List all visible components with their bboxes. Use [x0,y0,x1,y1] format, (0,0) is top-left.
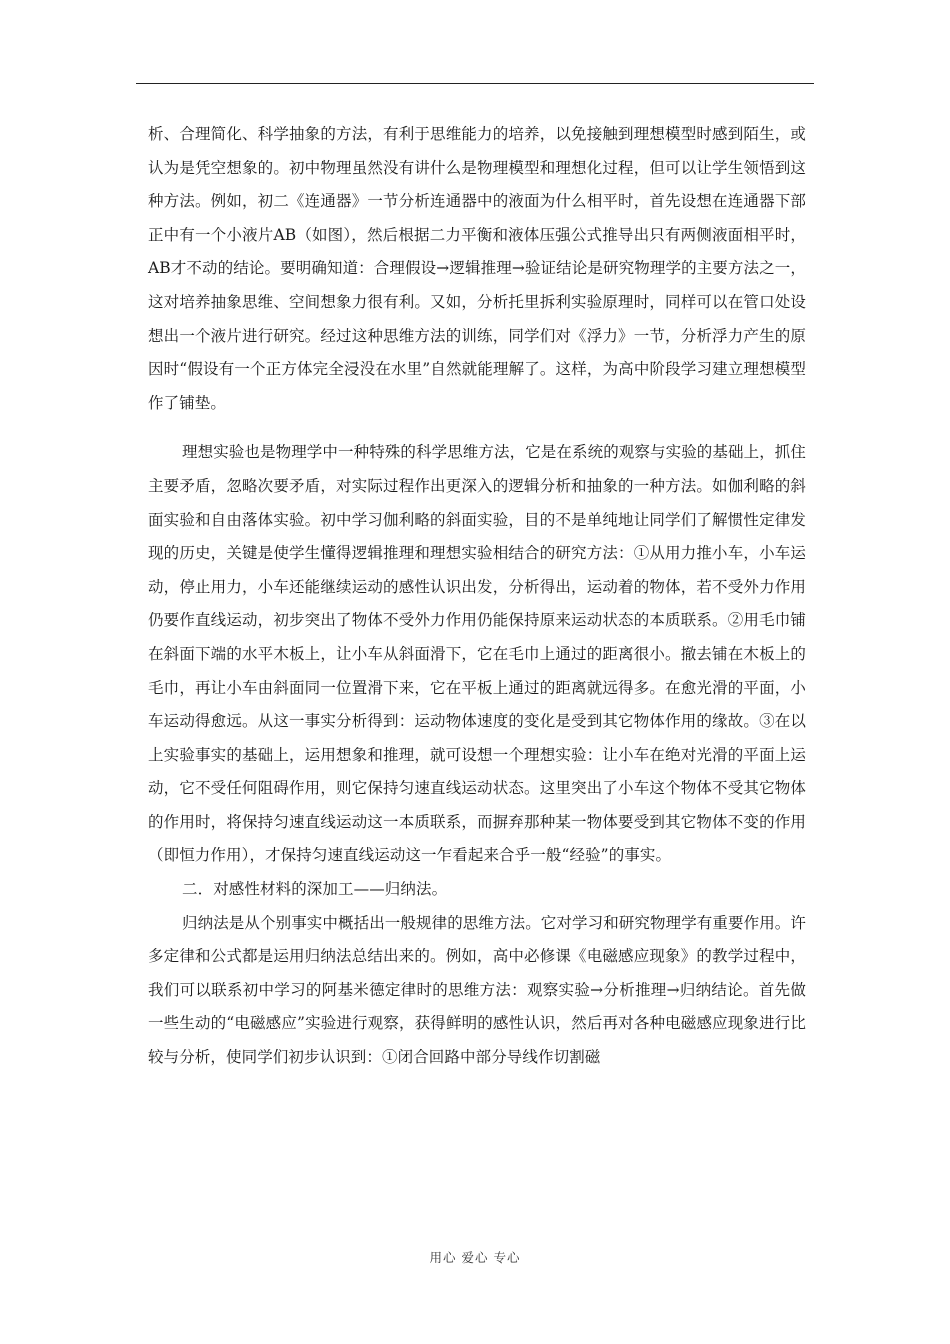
paragraph-induction: 归纳法是从个别事实中概括出一般规律的思维方法。它对学习和研究物理学有重要作用。许多定律和公式都是运用归纳法总结出来的。例如，高中必修课《电磁感应现象》的教学过程中，我们可以联系初中学习的阿基米德定律时的思维方法：观察实验→分析推理→归纳结论。首先做一些生动的“电磁感应”实验进行观察，获得鲜明的感性认识，然后再对各种电磁感应现象进行比较与分析，使同学们初步认识到：①闭合回路中部分导线作切割磁 [148,913,807,1067]
header-rule [136,83,814,84]
paragraph-gap [148,420,806,436]
document-body [148,118,806,1075]
paragraph-ideal-experiment: 理想实验也是物理学中一种特殊的科学思维方法，它是在系统的观察与实验的基础上，抓住主要矛盾，忽略次要矛盾，对实际过程作出更深入的逻辑分析和抽象的一种方法。如伽利略的斜面实验和自由落体实验。初中学习伽利略的斜面实验，目的不是单纯地让同学们了解惯性定律发现的历史，关键是使学生懂得逻辑推理和理想实验相结合的研究方法：①从用力推小车，小车运动，停止用力，小车还能继续运动的感性认识出发，分析得出，运动着的物体，若不受外力作用仍要作直线运动，初步突出了物体不受外力作用仍能保持原来运动状态的本质联系。②用毛巾铺在斜面下端的水平木板上，让小车从斜面滑下，它在毛巾上通过的距离很小。撤去铺在木板上的毛巾，再让小车由斜面同一位置滑下来，它在平板上通过的距离就远得多。在愈光滑的平面，小车运动得愈远。从这一事实分析得到：运动物体速度的变化是受到其它物体作用的缘故。③在以上实验事实的基础上，运用想象和推理，就可设想一个理想实验：让小车在绝对光滑的平面上运动，它不受任何阻碍作用，则它保持匀速直线运动状态。这里突出了小车这个物体不受其它物体的作用时，将保持匀速直线运动这一本质联系，而摒弃那种某一物体要受到其它物体不变的作用（即恒力作用），才保持匀速直线运动这一乍看起来合乎一般“经验”的事实。 [148,443,807,865]
page-footer: 用心 爱心 专心 [429,1250,521,1265]
section-heading-induction: 二．对感性材料的深加工——归纳法。 [182,880,448,899]
paragraph-modeling-continuation: 析、合理简化、科学抽象的方法，有利于思维能力的培养，以免接触到理想模型时感到陌生，或认为是凭空想象的。初中物理虽然没有讲什么是物理模型和理想化过程，但可以让学生领悟到这种方法。例如，初二《连通器》一节分析连通器中的液面为什么相平时，首先设想在连通器下部正中有一个小液片AB（如图），然后根据二力平衡和液体压强公式推导出只有两侧液面相平时，AB才不动的结论。要明确知道：合理假设→逻辑推理→验证结论是研究物理学的主要方法之一，这对培养抽象思维、空间想象力很有利。又如，分析托里拆利实验原理时，同样可以在管口处设想出一个液片进行研究。经过这种思维方法的训练，同学们对《浮力》一节，分析浮力产生的原因时“假设有一个正方体完全浸没在水里”自然就能理解了。这样，为高中阶段学习建立理想模型作了铺垫。 [148,125,806,412]
